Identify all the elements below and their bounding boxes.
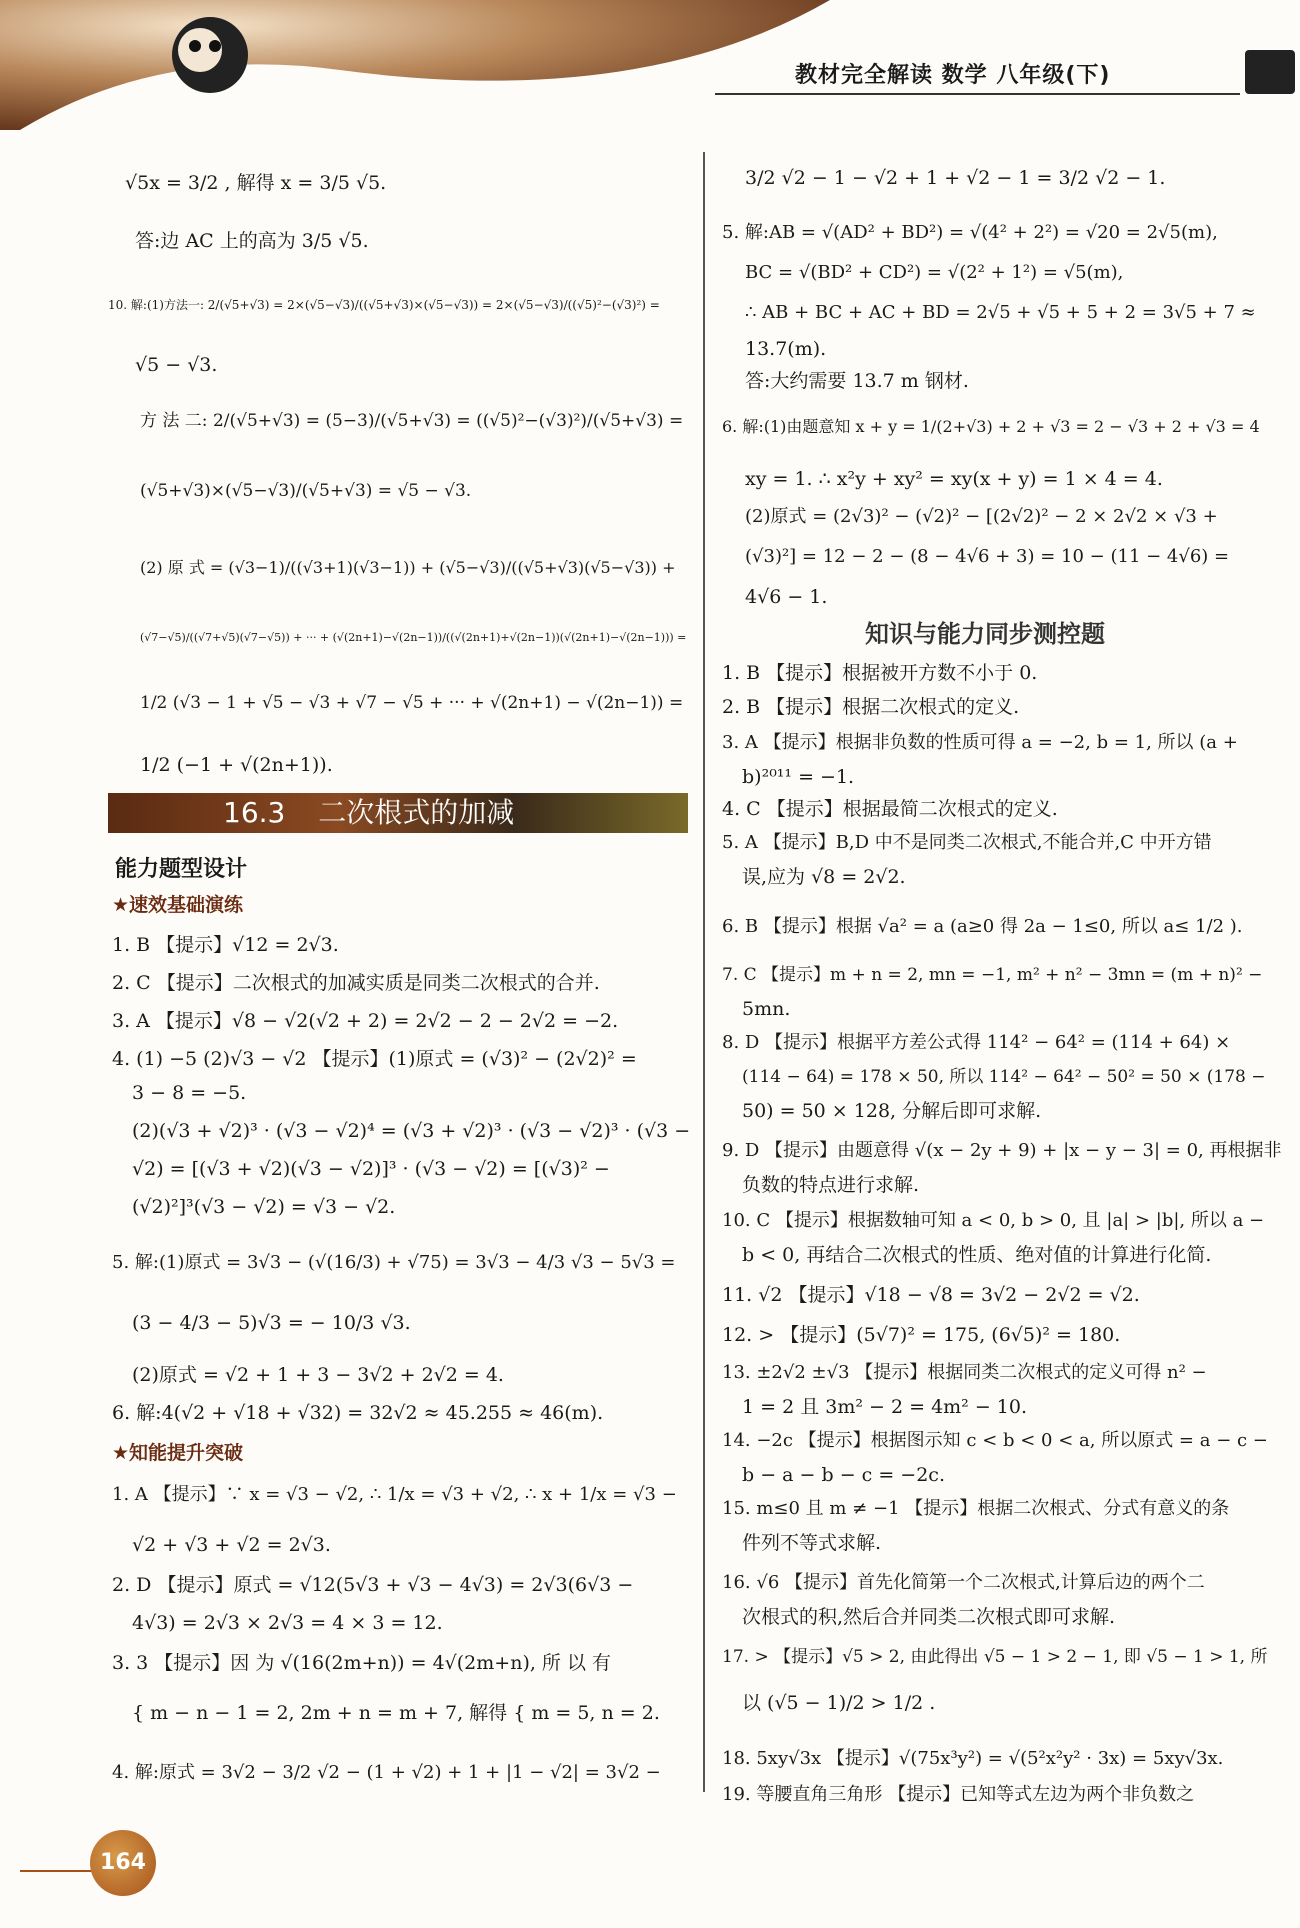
text-line: (3 − 4/3 − 5)√3 = − 10/3 √3.: [132, 1312, 411, 1334]
text-line: 2. D 【提示】原式 = √12(5√3 + √3 − 4√3) = 2√3(6√3 −: [112, 1574, 634, 1596]
header-rule: [715, 93, 1240, 95]
text-line: (2)原式 = √2 + 1 + 3 − 3√2 + 2√2 = 4.: [132, 1364, 504, 1386]
text-line: 5. 解:(1)原式 = 3√3 − (√(16/3) + √75) = 3√3 − 4/3 √3 − 5√3 =: [112, 1252, 676, 1273]
text-line: √5x = 3/2 , 解得 x = 3/5 √5.: [125, 172, 387, 194]
page-number-rule: [20, 1870, 100, 1872]
text-line: b)²⁰¹¹ = −1.: [742, 766, 855, 788]
text-line: 10. 解:(1)方法一: 2/(√5+√3) = 2×(√5−√3)/((√5+√3)×(√5−√3)) = 2×(√5−√3)/((√5)²−(√3)²) =: [108, 298, 660, 312]
text-line: 6. 解:4(√2 + √18 + √32) = 32√2 ≈ 45.255 ≈ 46(m).: [112, 1402, 604, 1424]
text-line: (2)(√3 + √2)³ · (√3 − √2)⁴ = (√3 + √2)³ · (√3 − √2)³ · (√3 −: [132, 1120, 691, 1142]
section-number: 16.3: [223, 796, 286, 829]
header-title: 教材完全解读 数学 八年级(下): [795, 63, 1111, 88]
text-line: (2)原式 = (2√3)² − (√2)² − [(2√2)² − 2 × 2√2 × √3 +: [745, 506, 1218, 527]
text-line: 1. B 【提示】根据被开方数不小于 0.: [722, 662, 1038, 684]
text-line: 件列不等式求解.: [742, 1532, 882, 1554]
text-line: (114 − 64) = 178 × 50, 所以 114² − 64² − 50² = 50 × (178 −: [742, 1067, 1266, 1087]
text-line: (√7−√5)/((√7+√5)(√7−√5)) + ··· + (√(2n+1)−√(2n−1))/((√(2n+1)+√(2n−1))(√(2n+1)−√(2n−1))) =: [140, 631, 687, 644]
text-line: 3. 3 【提示】因 为 √(16(2m+n)) = 4√(2m+n), 所 以 有: [112, 1652, 612, 1674]
text-line: 15. m≤0 且 m ≠ −1 【提示】根据二次根式、分式有意义的条: [722, 1498, 1230, 1519]
text-line: 3/2 √2 − 1 − √2 + 1 + √2 − 1 = 3/2 √2 − 1.: [745, 167, 1166, 189]
text-line: 3. A 【提示】√8 − √2(√2 + 2) = 2√2 − 2 − 2√2 = −2.: [112, 1010, 619, 1032]
text-line: 答:大约需要 13.7 m 钢材.: [745, 370, 969, 392]
publisher-logo-icon: [1245, 50, 1295, 94]
text-line: 8. D 【提示】根据平方差公式得 114² − 64² = (114 + 64) ×: [722, 1032, 1231, 1053]
text-line: 方 法 二: 2/(√5+√3) = (5−3)/(√5+√3) = ((√5)²−(√3)²)/(√5+√3) =: [140, 411, 684, 431]
text-line: 4. (1) −5 (2)√3 − √2 【提示】(1)原式 = (√3)² − (2√2)² =: [112, 1048, 637, 1070]
text-line: 1/2 (−1 + √(2n+1)).: [140, 754, 333, 776]
ability-heading: 能力题型设计: [115, 857, 248, 882]
text-line: 1/2 (√3 − 1 + √5 − √3 + √7 − √5 + ··· + √(2n+1) − √(2n−1)) =: [140, 693, 684, 713]
text-line: 10. C 【提示】根据数轴可知 a < 0, b > 0, 且 |a| > |b|, 所以 a −: [722, 1210, 1265, 1231]
text-line: 17. > 【提示】√5 > 2, 由此得出 √5 − 1 > 2 − 1, 即 √5 − 1 > 1, 所: [722, 1647, 1268, 1667]
basic-heading: ★速效基础演练: [112, 894, 244, 916]
text-line: 13. ±2√2 ±√3 【提示】根据同类二次根式的定义可得 n² −: [722, 1362, 1207, 1383]
text-line: 4. 解:原式 = 3√2 − 3/2 √2 − (1 + √2) + 1 + |1 − √2| = 3√2 −: [112, 1762, 661, 1783]
text-line: 负数的特点进行求解.: [742, 1174, 920, 1196]
text-line: 3. A 【提示】根据非负数的性质可得 a = −2, b = 1, 所以 (a +: [722, 732, 1238, 753]
text-line: ∴ AB + BC + AC + BD = 2√5 + √5 + 5 + 2 = 3√5 + 7 ≈: [745, 302, 1256, 323]
text-line: √2 + √3 + √2 = 2√3.: [132, 1534, 331, 1556]
text-line: 7. C 【提示】m + n = 2, mn = −1, m² + n² − 3mn = (m + n)² −: [722, 965, 1263, 985]
header-decoration: [0, 0, 830, 130]
text-line: 2. B 【提示】根据二次根式的定义.: [722, 696, 1020, 718]
text-line: 以 (√5 − 1)/2 > 1/2 .: [742, 1692, 936, 1714]
text-line: 误,应为 √8 = 2√2.: [742, 866, 906, 888]
text-line: (√5+√3)×(√5−√3)/(√5+√3) = √5 − √3.: [140, 481, 472, 501]
text-line: 12. > 【提示】(5√7)² = 175, (6√5)² = 180.: [722, 1324, 1121, 1346]
section-title: 二次根式的加减: [318, 796, 515, 829]
text-line: 答:边 AC 上的高为 3/5 √5.: [135, 230, 369, 252]
column-divider: [703, 152, 705, 1792]
right-section-heading: 知识与能力同步测控题: [865, 620, 1105, 648]
text-line: (√3)²] = 12 − 2 − (8 − 4√6 + 3) = 10 − (11 − 4√6) =: [745, 546, 1230, 567]
text-line: BC = √(BD² + CD²) = √(2² + 1²) = √5(m),: [745, 262, 1124, 283]
text-line: 6. B 【提示】根据 √a² = a (a≥0 得 2a − 1≤0, 所以 a≤ 1/2 ).: [722, 916, 1243, 937]
text-line: 16. √6 【提示】首先化简第一个二次根式,计算后边的两个二: [722, 1572, 1205, 1593]
text-line: 19. 等腰直角三角形 【提示】已知等式左边为两个非负数之: [722, 1784, 1195, 1805]
text-line: 5mn.: [742, 998, 791, 1020]
text-line: √5 − √3.: [135, 354, 218, 376]
text-line: 14. −2c 【提示】根据图示知 c < b < 0 < a, 所以原式 = a − c −: [722, 1430, 1268, 1451]
text-line: (√2)²]³(√3 − √2) = √3 − √2.: [132, 1196, 396, 1218]
text-line: 3 − 8 = −5.: [132, 1082, 247, 1104]
text-line: 1. A 【提示】∵ x = √3 − √2, ∴ 1/x = √3 + √2, ∴ x + 1/x = √3 −: [112, 1484, 677, 1505]
text-line: 5. A 【提示】B,D 中不是同类二次根式,不能合并,C 中开方错: [722, 832, 1212, 853]
text-line: 1 = 2 且 3m² − 2 = 4m² − 10.: [742, 1396, 1028, 1418]
page-number: 164: [90, 1830, 156, 1896]
text-line: 4√6 − 1.: [745, 586, 828, 608]
text-line: 13.7(m).: [745, 338, 827, 360]
text-line: 18. 5xy√3x 【提示】√(75x³y²) = √(5²x²y² · 3x) = 5xy√3x.: [722, 1748, 1224, 1769]
text-line: 50) = 50 × 128, 分解后即可求解.: [742, 1100, 1042, 1122]
text-line: √2) = [(√3 + √2)(√3 − √2)]³ · (√3 − √2) = [(√3)² −: [132, 1158, 610, 1180]
text-line: 2. C 【提示】二次根式的加减实质是同类二次根式的合并.: [112, 972, 600, 994]
text-line: 5. 解:AB = √(AD² + BD²) = √(4² + 2²) = √20 = 2√5(m),: [722, 222, 1218, 243]
text-line: b < 0, 再结合二次根式的性质、绝对值的计算进行化简.: [742, 1244, 1212, 1266]
text-line: 次根式的积,然后合并同类二次根式即可求解.: [742, 1606, 1116, 1628]
text-line: 9. D 【提示】由题意得 √(x − 2y + 9) + |x − y − 3| = 0, 再根据非: [722, 1140, 1282, 1161]
text-line: xy = 1. ∴ x²y + xy² = xy(x + y) = 1 × 4 = 4.: [745, 468, 1163, 490]
text-line: (2) 原 式 = (√3−1)/((√3+1)(√3−1)) + (√5−√3)/((√5+√3)(√5−√3)) +: [140, 558, 676, 577]
section-banner: [108, 793, 688, 833]
text-line: 4. C 【提示】根据最简二次根式的定义.: [722, 798, 1058, 820]
text-line: 1. B 【提示】√12 = 2√3.: [112, 934, 339, 956]
text-line: 11. √2 【提示】√18 − √8 = 3√2 − 2√2 = √2.: [722, 1284, 1140, 1306]
text-line: 4√3) = 2√3 × 2√3 = 4 × 3 = 12.: [132, 1612, 443, 1634]
text-line: 6. 解:(1)由题意知 x + y = 1/(2+√3) + 2 + √3 = 2 − √3 + 2 + √3 = 4: [722, 417, 1260, 436]
improve-heading: ★知能提升突破: [112, 1442, 244, 1464]
text-line: { m − n − 1 = 2, 2m + n = m + 7, 解得 { m = 5, n = 2.: [132, 1702, 660, 1724]
text-line: b − a − b − c = −2c.: [742, 1464, 945, 1486]
